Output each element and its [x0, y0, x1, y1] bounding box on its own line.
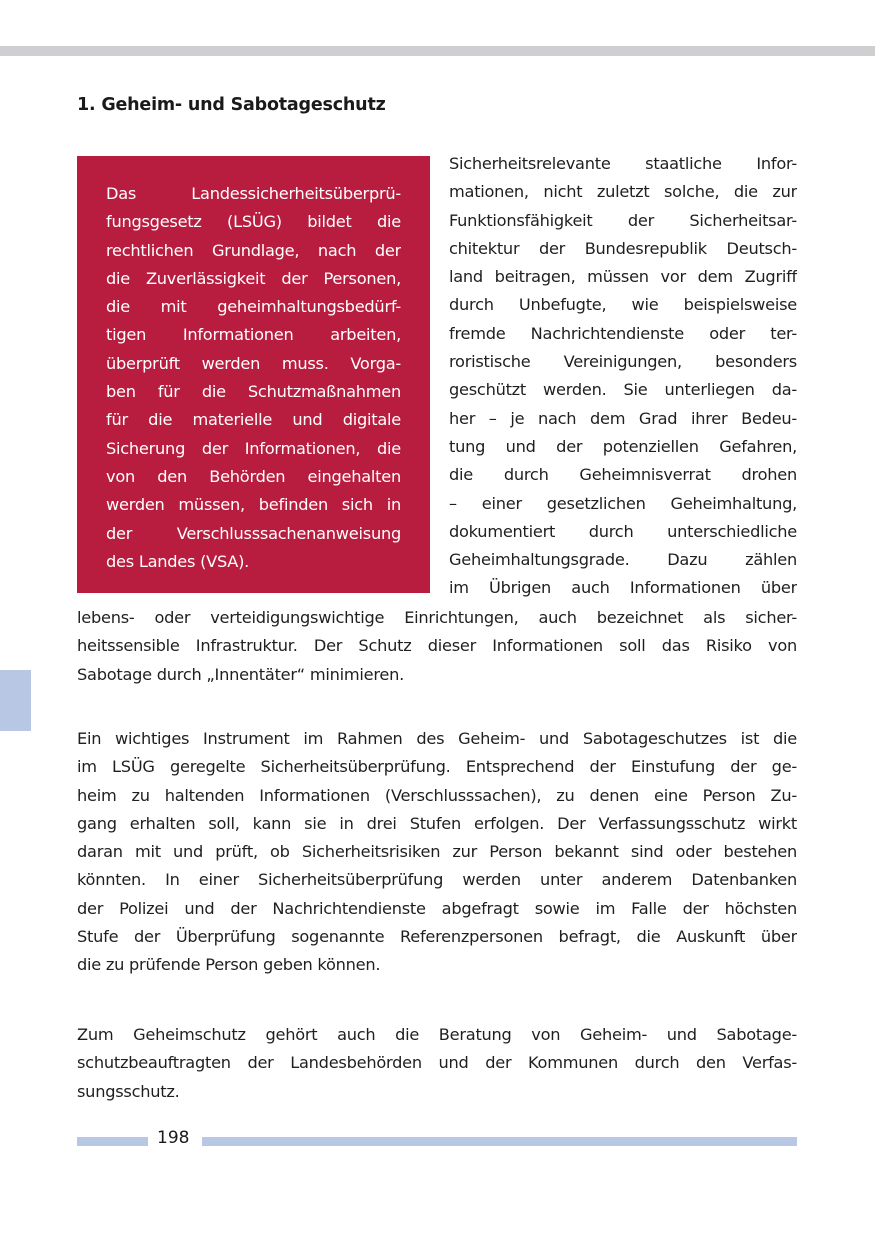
info-line: für die materielle und digitale: [106, 410, 401, 430]
body-line: dokumentiert durch unterschiedliche: [449, 521, 797, 541]
body-line: könnten. In einer Sicherheitsüberprüfung werden unter anderem Datenbanken: [77, 870, 797, 890]
body-line: durch Unbefugte, wie beispielsweise: [449, 295, 797, 315]
body-line: daran mit und prüft, ob Sicherheitsrisiken zur Person bekannt sind oder bestehen: [77, 842, 797, 862]
page-number: 198: [157, 1128, 190, 1148]
top-rule: [0, 46, 875, 56]
body-line: Ein wichtiges Instrument im Rahmen des Geheim- und Sabotageschutzes ist die: [77, 729, 797, 748]
body-line: Stufe der Überprüfung sogenannte Referenzpersonen befragt, die Auskunft über: [77, 927, 797, 947]
body-line: geschützt werden. Sie unterliegen da-: [449, 380, 797, 400]
body-line: fremde Nachrichtendienste oder ter-: [449, 323, 797, 343]
info-box-text: [106, 180, 401, 576]
body-line: lebens- oder verteidigungswichtige Einrichtungen, auch bezeichnet als sicher-: [77, 608, 797, 627]
paragraph-3: [77, 1021, 797, 1106]
body-line: Sicherheitsrelevante staatliche Infor-: [449, 154, 797, 173]
body-line: Geheimhaltungsgrade. Dazu zählen: [449, 550, 797, 570]
body-line: sungsschutz.: [77, 1081, 180, 1101]
body-line: chitektur der Bundesrepublik Deutsch-: [449, 238, 797, 258]
body-line: gang erhalten soll, kann sie in drei Stufen erfolgen. Der Verfassungsschutz wirkt: [77, 813, 797, 833]
body-line: Zum Geheimschutz gehört auch die Beratung von Geheim- und Sabotage-: [77, 1025, 797, 1044]
body-line: im Übrigen auch Informationen über: [449, 578, 797, 598]
info-line: der Verschlusssachenanweisung: [106, 523, 401, 543]
body-line: heitssensible Infrastruktur. Der Schutz dieser Informationen soll das Risiko von: [77, 636, 797, 656]
footer-rule-left: [77, 1137, 148, 1146]
info-line: rechtlichen Grundlage, nach der: [106, 240, 401, 260]
body-line: der Polizei und der Nachrichtendienste abgefragt sowie im Falle der höchsten: [77, 898, 797, 918]
body-line: die zu prüfende Person geben können.: [77, 955, 381, 975]
info-line: Das Landessicherheitsüberprü-: [106, 184, 401, 203]
body-line: land beitragen, müssen vor dem Zugriff: [449, 267, 797, 287]
body-line: im LSÜG geregelte Sicherheitsüberprüfung. Entsprechend der Einstufung der ge-: [77, 757, 797, 777]
info-line: überprüft werden muss. Vorga-: [106, 353, 401, 373]
section-heading: 1. Geheim- und Sabotageschutz: [77, 95, 386, 115]
info-line: fungsgesetz (LSÜG) bildet die: [106, 212, 401, 232]
info-box: [77, 156, 430, 593]
info-line: von den Behörden eingehalten: [106, 466, 401, 486]
body-line: her – je nach dem Grad ihrer Bedeu-: [449, 408, 797, 428]
info-line: die mit geheimhaltungsbedürf-: [106, 297, 401, 317]
info-line: tigen Informationen arbeiten,: [106, 325, 401, 345]
info-line: werden müssen, befinden sich in: [106, 495, 401, 515]
body-line: Sabotage durch „Innentäter“ minimieren.: [77, 664, 404, 684]
info-line: des Landes (VSA).: [106, 551, 250, 571]
body-line: roristische Vereinigungen, besonders: [449, 352, 797, 372]
body-line: schutzbeauftragten der Landesbehörden und der Kommunen durch den Verfas-: [77, 1053, 797, 1073]
info-line: die Zuverlässigkeit der Personen,: [106, 268, 401, 288]
info-line: ben für die Schutzmaßnahmen: [106, 382, 401, 402]
body-line: mationen, nicht zuletzt solche, die zur: [449, 182, 797, 202]
paragraph-1-column: [449, 150, 797, 603]
body-line: Funktionsfähigkeit der Sicherheitsar-: [449, 210, 797, 230]
footer-rule-right: [202, 1137, 797, 1146]
info-line: Sicherung der Informationen, die: [106, 438, 401, 458]
paragraph-2: [77, 725, 797, 980]
body-line: – einer gesetzlichen Geheimhaltung,: [449, 493, 797, 513]
body-line: heim zu haltenden Informationen (Verschlusssachen), zu denen eine Person Zu-: [77, 785, 797, 805]
body-line: tung und der potenziellen Gefahren,: [449, 436, 797, 456]
paragraph-1-continued: [77, 604, 797, 689]
chapter-side-tab: [0, 670, 31, 731]
body-line: die durch Geheimnisverrat drohen: [449, 465, 797, 485]
